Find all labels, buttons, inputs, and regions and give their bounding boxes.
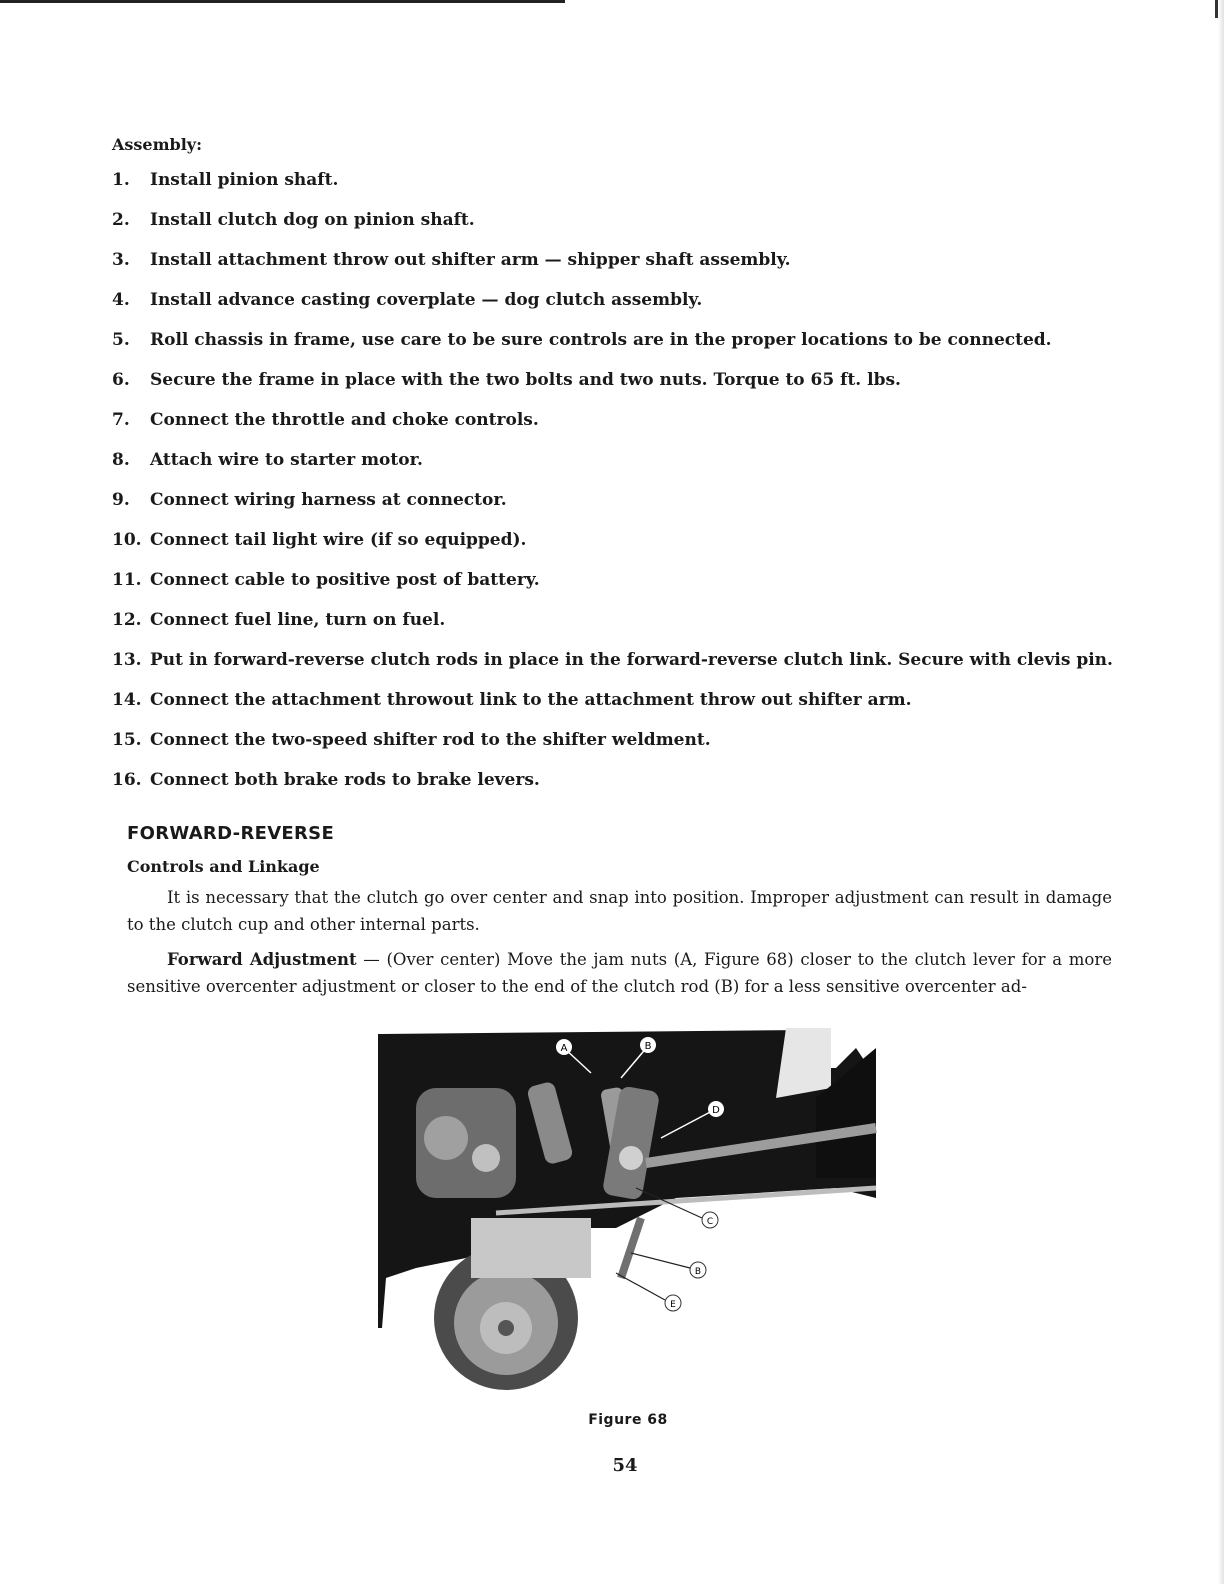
step-text: Connect tail light wire (if so equipped). xyxy=(150,530,527,550)
callout-c xyxy=(702,1212,718,1228)
paragraph-forward-adjustment xyxy=(127,946,1112,1000)
paragraph-clutch-overcenter xyxy=(127,884,1112,938)
step-text: Put in forward-reverse clutch rods in place in the forward-reverse clutch link. Secure with clevis pin. xyxy=(150,650,1113,670)
callout-b-low-label: B xyxy=(694,1267,702,1277)
step-text: Connect the throttle and choke controls. xyxy=(150,410,539,430)
step-number: 15. xyxy=(112,730,142,750)
callout-b-top xyxy=(640,1037,656,1053)
step-text: Connect both brake rods to brake levers. xyxy=(150,770,540,790)
assembly-step xyxy=(112,370,1122,410)
page-right-edge xyxy=(1218,0,1224,1584)
step-number: 9. xyxy=(112,490,130,510)
assembly-step xyxy=(112,250,1122,290)
step-number: 7. xyxy=(112,410,130,430)
section-title: FORWARD-REVERSE xyxy=(127,823,335,844)
step-text: Attach wire to starter motor. xyxy=(150,450,423,470)
paragraph-2-text: — (Over center) Move the jam nuts (A, Figure 68) closer to the clutch lever for a more sensitive overcenter adjustment or closer to the end of the clutch rod (B) for a less sensitive overcenter ad- xyxy=(127,950,1112,996)
step-text: Install advance casting coverplate — dog clutch assembly. xyxy=(150,290,703,310)
figure-caption: Figure 68 xyxy=(588,1412,668,1428)
subsection-title: Controls and Linkage xyxy=(127,857,320,876)
callout-a-top xyxy=(556,1039,572,1055)
callout-c-label: C xyxy=(706,1217,714,1227)
housing-bolt xyxy=(472,1144,500,1172)
step-number: 4. xyxy=(112,290,130,310)
step-text: Install clutch dog on pinion shaft. xyxy=(150,210,475,230)
callout-e-label: E xyxy=(670,1300,676,1310)
step-number: 13. xyxy=(112,650,142,670)
corner-mark xyxy=(1215,0,1218,18)
callout-d-label: D xyxy=(712,1105,720,1116)
pulley-center xyxy=(498,1320,514,1336)
assembly-step xyxy=(112,690,1122,730)
step-number: 10. xyxy=(112,530,142,550)
step-number: 11. xyxy=(112,570,142,590)
step-number: 12. xyxy=(112,610,142,630)
step-text: Connect wiring harness at connector. xyxy=(150,490,507,510)
step-text: Connect the attachment throwout link to the attachment throw out shifter arm. xyxy=(150,690,912,710)
page-number: 54 xyxy=(612,1455,638,1476)
assembly-step xyxy=(112,610,1122,650)
assembly-step xyxy=(112,730,1122,770)
step-text: Connect the two-speed shifter rod to the shifter weldment. xyxy=(150,730,711,750)
paragraph-1-text: It is necessary that the clutch go over center and snap into position. Improper adjustment can result in damage to the clutch cup and other internal parts. xyxy=(127,888,1112,934)
step-number: 5. xyxy=(112,330,130,350)
step-number: 3. xyxy=(112,250,130,270)
housing-boss xyxy=(424,1116,468,1160)
step-text: Roll chassis in frame, use care to be sure controls are in the proper locations to be connected. xyxy=(150,330,1052,350)
step-text: Connect cable to positive post of battery. xyxy=(150,570,540,590)
lever-pivot xyxy=(619,1146,643,1170)
step-text: Install pinion shaft. xyxy=(150,170,339,190)
assembly-heading: Assembly: xyxy=(112,135,203,154)
assembly-step xyxy=(112,570,1122,610)
callout-a-label: A xyxy=(560,1043,568,1054)
assembly-step xyxy=(112,330,1122,370)
callout-b-low xyxy=(690,1262,706,1278)
assembly-step xyxy=(112,210,1122,250)
callout-b-top-label: B xyxy=(644,1041,652,1052)
top-border-line xyxy=(0,0,565,3)
step-number: 8. xyxy=(112,450,130,470)
generator-bracket xyxy=(471,1218,591,1278)
step-number: 2. xyxy=(112,210,130,230)
callout-d xyxy=(708,1101,724,1117)
step-number: 14. xyxy=(112,690,142,710)
callout-e xyxy=(665,1295,681,1311)
assembly-step xyxy=(112,650,1122,690)
step-number: 6. xyxy=(112,370,130,390)
forward-adjustment-lead: Forward Adjustment xyxy=(167,950,357,969)
assembly-step xyxy=(112,290,1122,330)
assembly-steps-list xyxy=(112,170,1122,810)
assembly-step xyxy=(112,410,1122,450)
step-text: Connect fuel line, turn on fuel. xyxy=(150,610,446,630)
assembly-step xyxy=(112,490,1122,530)
assembly-step xyxy=(112,770,1122,810)
step-number: 16. xyxy=(112,770,142,790)
step-number: 1. xyxy=(112,170,130,190)
step-text: Secure the frame in place with the two bolts and two nuts. Torque to 65 ft. lbs. xyxy=(150,370,901,390)
step-text: Install attachment throw out shifter arm — shipper shaft assembly. xyxy=(150,250,791,270)
assembly-step xyxy=(112,170,1122,210)
assembly-step xyxy=(112,450,1122,490)
assembly-step xyxy=(112,530,1122,570)
figure-68-photo xyxy=(376,1028,878,1392)
